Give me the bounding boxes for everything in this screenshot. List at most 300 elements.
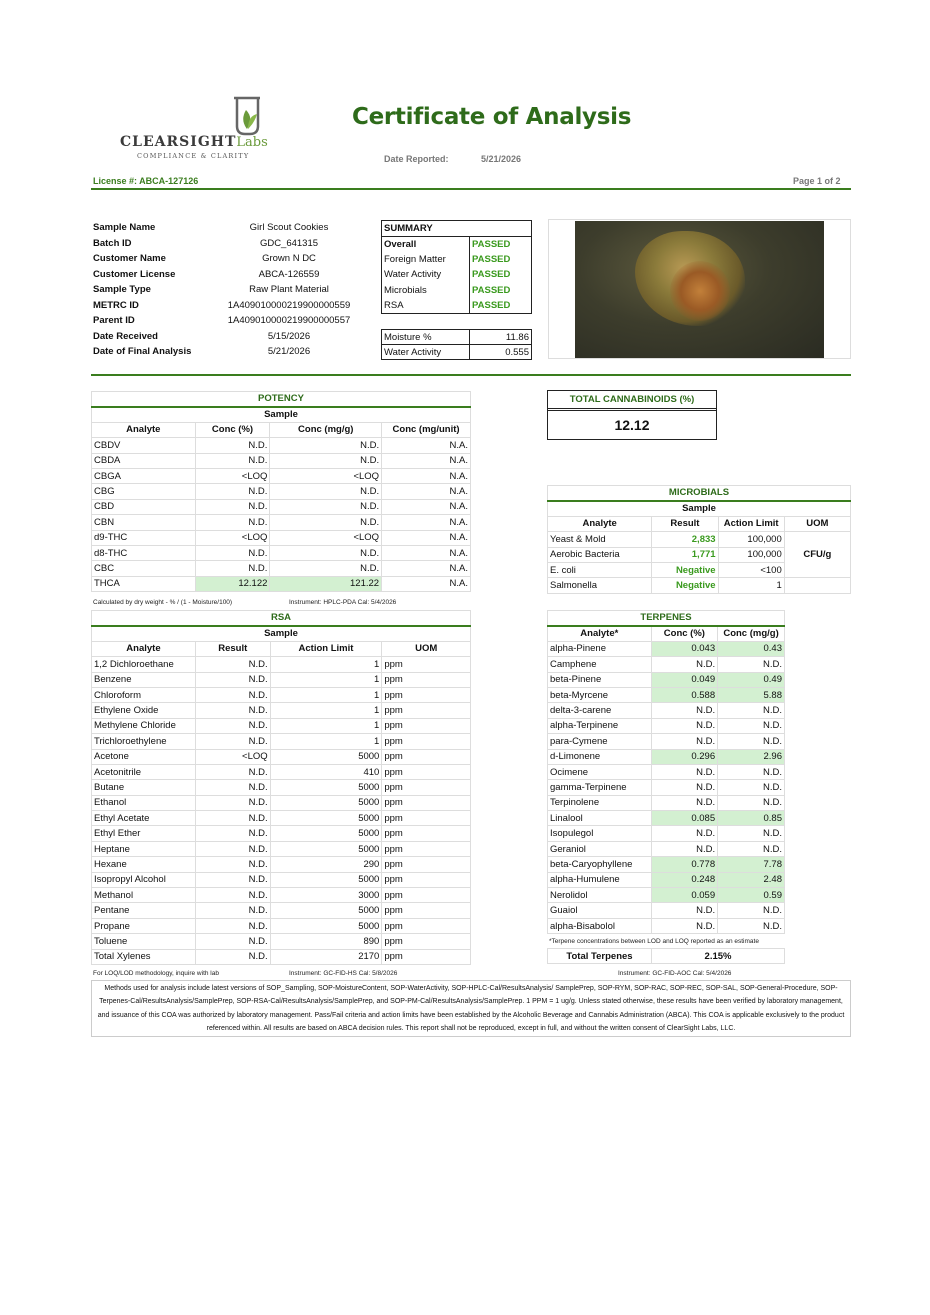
table-row bbox=[92, 515, 471, 530]
column-header: Action Limit bbox=[270, 641, 382, 656]
analyte-name: Camphene bbox=[548, 657, 652, 672]
analyte-name: CBG bbox=[92, 484, 196, 499]
result-cell: N.A. bbox=[382, 453, 471, 468]
analyte-name: Isopropyl Alcohol bbox=[92, 872, 196, 887]
result-cell: 3000 bbox=[270, 888, 382, 903]
table-row bbox=[548, 734, 785, 749]
column-header: Result bbox=[195, 641, 270, 656]
result-cell: N.A. bbox=[382, 484, 471, 499]
result-cell: N.D. bbox=[651, 734, 718, 749]
result-cell: 1 bbox=[270, 672, 382, 687]
result-cell: N.D. bbox=[270, 499, 382, 514]
table-row bbox=[92, 468, 471, 483]
analyte-name: Methylene Chloride bbox=[92, 718, 196, 733]
page-number: Page 1 of 2 bbox=[793, 176, 841, 186]
sample-info-value: 5/21/2026 bbox=[267, 346, 311, 357]
result-cell: N.A. bbox=[382, 438, 471, 453]
result-cell: <LOQ bbox=[270, 530, 382, 545]
result-cell: N.D. bbox=[718, 734, 785, 749]
result-cell: N.D. bbox=[651, 780, 718, 795]
result-cell: 7.78 bbox=[718, 857, 785, 872]
total-terpenes-table bbox=[547, 948, 785, 964]
result-cell: N.D. bbox=[651, 718, 718, 733]
result-cell: ppm bbox=[382, 841, 471, 856]
result-cell: Negative bbox=[652, 578, 718, 593]
result-cell: 890 bbox=[270, 934, 382, 949]
summary-label: Overall bbox=[382, 236, 470, 252]
result-cell: ppm bbox=[382, 934, 471, 949]
result-cell: N.D. bbox=[718, 657, 785, 672]
result-cell: <LOQ bbox=[270, 468, 382, 483]
analyte-name: Trichloroethylene bbox=[92, 734, 196, 749]
header-divider bbox=[91, 188, 851, 190]
result-cell: 100,000 bbox=[718, 532, 784, 547]
sample-info-value: 5/15/2026 bbox=[267, 330, 311, 342]
result-cell: 0.59 bbox=[718, 888, 785, 903]
result-cell: N.D. bbox=[195, 453, 270, 468]
table-row bbox=[548, 718, 785, 733]
result-cell: N.D. bbox=[195, 934, 270, 949]
result-cell: N.D. bbox=[195, 515, 270, 530]
result-cell: N.D. bbox=[195, 857, 270, 872]
result-cell: N.D. bbox=[651, 703, 718, 718]
table-row bbox=[92, 438, 471, 453]
analyte-name: Ethanol bbox=[92, 795, 196, 810]
result-cell: N.D. bbox=[718, 903, 785, 918]
analyte-name: beta-Pinene bbox=[548, 672, 652, 687]
analyte-name: CBD bbox=[92, 499, 196, 514]
result-cell: N.A. bbox=[382, 576, 471, 591]
table-row bbox=[92, 888, 471, 903]
result-cell: N.D. bbox=[195, 734, 270, 749]
table-row bbox=[92, 934, 471, 949]
summary-status: PASSED bbox=[472, 284, 511, 296]
analyte-name: alpha-Bisabolol bbox=[548, 918, 652, 933]
result-cell: N.D. bbox=[195, 795, 270, 810]
license-number: License #: ABCA-127126 bbox=[93, 176, 199, 186]
analyte-name: Yeast & Mold bbox=[548, 532, 652, 547]
table-row bbox=[548, 811, 785, 826]
potency-title: POTENCY bbox=[92, 392, 471, 407]
summary-label: Water Activity bbox=[382, 267, 470, 283]
table-row bbox=[548, 641, 785, 656]
analyte-name: beta-Myrcene bbox=[548, 687, 652, 702]
result-cell: N.D. bbox=[195, 484, 270, 499]
result-cell: ppm bbox=[382, 795, 471, 810]
result-cell: N.D. bbox=[195, 764, 270, 779]
result-cell: N.A. bbox=[382, 530, 471, 545]
result-cell: 0.049 bbox=[651, 672, 718, 687]
analyte-name: Ethyl Acetate bbox=[92, 811, 196, 826]
result-cell: 0.588 bbox=[651, 687, 718, 702]
result-cell: ppm bbox=[382, 703, 471, 718]
moisture-value: 11.86 bbox=[470, 330, 532, 345]
sample-info-value: Girl Scout Cookies bbox=[249, 222, 329, 233]
table-row bbox=[92, 872, 471, 887]
column-header: Analyte bbox=[92, 641, 196, 656]
result-cell: N.A. bbox=[382, 468, 471, 483]
result-cell: N.D. bbox=[195, 826, 270, 841]
analyte-name: Ethyl Ether bbox=[92, 826, 196, 841]
sample-info-value: 1A409010000219900000557 bbox=[227, 315, 351, 326]
result-cell: 2.48 bbox=[718, 872, 785, 887]
result-cell: N.D. bbox=[195, 672, 270, 687]
result-cell: N.D. bbox=[718, 918, 785, 933]
table-row bbox=[92, 749, 471, 764]
terpenes-title: TERPENES bbox=[548, 611, 785, 626]
analyte-name: Pentane bbox=[92, 903, 196, 918]
analyte-name: d-Limonene bbox=[548, 749, 652, 764]
analyte-name: Salmonella bbox=[548, 578, 652, 593]
result-cell: ppm bbox=[382, 718, 471, 733]
total-cannabinoids-value: 12.12 bbox=[548, 410, 716, 439]
result-cell: ppm bbox=[382, 749, 471, 764]
page-title: Certificate of Analysis bbox=[352, 104, 632, 130]
table-row bbox=[548, 578, 851, 593]
result-cell: 12.122 bbox=[195, 576, 270, 591]
table-row bbox=[92, 561, 471, 576]
result-cell: 5.88 bbox=[718, 687, 785, 702]
table-row bbox=[548, 795, 785, 810]
table-row bbox=[548, 657, 785, 672]
result-cell: <LOQ bbox=[195, 530, 270, 545]
table-row bbox=[548, 687, 785, 702]
result-cell: ppm bbox=[382, 764, 471, 779]
table-row bbox=[548, 826, 785, 841]
summary-status: PASSED bbox=[472, 238, 511, 250]
analyte-name: Geraniol bbox=[548, 841, 652, 856]
analyte-name: Linalool bbox=[548, 811, 652, 826]
result-cell: ppm bbox=[382, 888, 471, 903]
sample-info-value: Raw Plant Material bbox=[249, 284, 329, 295]
rsa-title: RSA bbox=[92, 611, 471, 626]
table-row bbox=[92, 734, 471, 749]
analyte-name: gamma-Terpinene bbox=[548, 780, 652, 795]
section-divider bbox=[91, 374, 851, 376]
analyte-name: para-Cymene bbox=[548, 734, 652, 749]
summary-label: RSA bbox=[382, 298, 470, 314]
sample-info-row bbox=[93, 315, 373, 330]
analyte-name: CBDV bbox=[92, 438, 196, 453]
table-row bbox=[92, 703, 471, 718]
summary-status: PASSED bbox=[472, 300, 511, 311]
table-row bbox=[92, 530, 471, 545]
result-cell: 1 bbox=[270, 718, 382, 733]
table-row bbox=[92, 903, 471, 918]
table-row bbox=[92, 657, 471, 672]
result-cell: <100 bbox=[718, 562, 784, 577]
analyte-name: Propane bbox=[92, 918, 196, 933]
terpenes-instrument: Instrument: GC-FID-AOC Cal: 5/4/2026 bbox=[618, 970, 732, 977]
result-cell: 5000 bbox=[270, 903, 382, 918]
sample-info-label: Sample Type bbox=[93, 284, 151, 295]
rsa-instrument: Instrument: GC-FID-HS Cal: 5/8/2026 bbox=[289, 970, 398, 977]
sample-info-label: Batch ID bbox=[93, 237, 132, 249]
table-row bbox=[92, 499, 471, 514]
analyte-name: alpha-Terpinene bbox=[548, 718, 652, 733]
analyte-name: d9-THC bbox=[92, 530, 196, 545]
result-cell: ppm bbox=[382, 657, 471, 672]
sample-info-row bbox=[93, 222, 373, 237]
sample-info-label: METRC ID bbox=[93, 299, 139, 311]
analyte-name: CBGA bbox=[92, 468, 196, 483]
table-row bbox=[548, 532, 851, 547]
uom-cell: CFU/g bbox=[784, 532, 850, 578]
analyte-name: Heptane bbox=[92, 841, 196, 856]
rsa-table bbox=[91, 610, 471, 965]
analyte-name: CBDA bbox=[92, 453, 196, 468]
table-row bbox=[548, 903, 785, 918]
analyte-name: Isopulegol bbox=[548, 826, 652, 841]
result-cell: ppm bbox=[382, 857, 471, 872]
result-cell: 100,000 bbox=[718, 547, 784, 562]
result-cell: ppm bbox=[382, 918, 471, 933]
result-cell: N.D. bbox=[718, 718, 785, 733]
sample-info-value: GDC_641315 bbox=[259, 237, 319, 249]
result-cell: 5000 bbox=[270, 795, 382, 810]
result-cell: N.D. bbox=[270, 484, 382, 499]
column-header: Conc (%) bbox=[195, 422, 270, 437]
result-cell: N.D. bbox=[195, 703, 270, 718]
sample-info-label: Date Received bbox=[93, 330, 158, 342]
result-cell: 0.296 bbox=[651, 749, 718, 764]
sample-info-row bbox=[93, 331, 373, 346]
result-cell: 5000 bbox=[270, 826, 382, 841]
result-cell: N.D. bbox=[270, 438, 382, 453]
result-cell: ppm bbox=[382, 811, 471, 826]
result-cell: N.D. bbox=[195, 949, 270, 964]
column-header: Conc (mg/g) bbox=[718, 626, 785, 641]
table-row bbox=[92, 795, 471, 810]
analyte-name: delta-3-carene bbox=[548, 703, 652, 718]
table-row bbox=[92, 918, 471, 933]
result-cell: N.D. bbox=[651, 918, 718, 933]
result-cell: N.D. bbox=[651, 826, 718, 841]
result-cell: 5000 bbox=[270, 780, 382, 795]
result-cell: 1 bbox=[270, 703, 382, 718]
table-row bbox=[92, 949, 471, 964]
result-cell: 0.778 bbox=[651, 857, 718, 872]
microbials-table bbox=[547, 485, 851, 594]
total-cannabinoids-box bbox=[547, 390, 717, 440]
result-cell: 1 bbox=[270, 657, 382, 672]
column-header: Analyte bbox=[548, 516, 652, 531]
column-header: Conc (mg/g) bbox=[270, 422, 382, 437]
analyte-name: CBN bbox=[92, 515, 196, 530]
result-cell: 1 bbox=[270, 734, 382, 749]
date-reported-label: Date Reported: bbox=[384, 154, 449, 164]
result-cell: N.A. bbox=[382, 515, 471, 530]
result-cell: N.D. bbox=[718, 780, 785, 795]
sample-info-row bbox=[93, 346, 373, 361]
table-row bbox=[92, 826, 471, 841]
total-terpenes-label: Total Terpenes bbox=[548, 949, 652, 964]
sample-info-row bbox=[93, 269, 373, 284]
result-cell: N.D. bbox=[651, 764, 718, 779]
result-cell: 0.248 bbox=[651, 872, 718, 887]
table-row bbox=[548, 872, 785, 887]
result-cell: ppm bbox=[382, 734, 471, 749]
sample-info-label: Sample Name bbox=[93, 222, 156, 233]
analyte-name: Acetonitrile bbox=[92, 764, 196, 779]
potency-table bbox=[91, 391, 471, 592]
water-activity-label: Water Activity bbox=[382, 345, 470, 360]
analyte-name: Terpinolene bbox=[548, 795, 652, 810]
analyte-name: alpha-Humulene bbox=[548, 872, 652, 887]
water-activity-value: 0.555 bbox=[470, 345, 532, 360]
table-row bbox=[92, 841, 471, 856]
summary-status: PASSED bbox=[472, 269, 511, 281]
result-cell: ppm bbox=[382, 903, 471, 918]
rsa-sample-label: Sample bbox=[92, 626, 471, 641]
result-cell: 5000 bbox=[270, 841, 382, 856]
result-cell: N.A. bbox=[382, 561, 471, 576]
result-cell: N.D. bbox=[651, 657, 718, 672]
result-cell: N.D. bbox=[718, 703, 785, 718]
sample-info-label: Parent ID bbox=[93, 315, 135, 326]
sample-photo bbox=[548, 219, 851, 359]
sample-info-label: Customer License bbox=[93, 268, 176, 280]
result-cell: N.D. bbox=[651, 903, 718, 918]
result-cell: N.D. bbox=[195, 718, 270, 733]
summary-row bbox=[382, 252, 532, 268]
summary-table bbox=[381, 220, 532, 314]
table-row bbox=[92, 545, 471, 560]
table-row bbox=[548, 841, 785, 856]
analyte-name: Ethylene Oxide bbox=[92, 703, 196, 718]
result-cell: N.D. bbox=[718, 841, 785, 856]
microbials-title: MICROBIALS bbox=[548, 486, 851, 501]
analyte-name: E. coli bbox=[548, 562, 652, 577]
methods-disclaimer: Methods used for analysis include latest versions of SOP_Sampling, SOP-MoistureContent, SOP-WaterActivity, SOP-HPLC-Cal/ResultsAnalysis/ SamplePrep, SOP-RYM, SOP-RAC, SOP-REC, SOP-SAL, SOP-General-Procedure, SOP-Terpenes-Cal/ResultsAnalysis/SamplePrep, SOP-RSA-Cal/ResultsAnalysis/SamplePrep, and SOP-PM-Cal/ResultsAnalysis/SamplePrep. 1 PPM = 1 ug/g. Unless stated otherwise, these results have been verified by laboratory management, and issuance of this COA was authorized by laboratory management. Pass/Fail criteria and action limits have been established by the Alcoholic Beverage and Cannabis Administration (ABCA). This COA is applicable exclusively to the product referenced within. All results are based on ABCA decision rules. This report shall not be reproduced, except in full, and without the written consent of ClearSight Labs, LLC. bbox=[91, 980, 851, 1037]
table-row bbox=[92, 718, 471, 733]
moisture-table bbox=[381, 329, 532, 360]
summary-row bbox=[382, 267, 532, 283]
potency-note: Calculated by dry weight - % / (1 - Moisture/100) bbox=[93, 599, 233, 606]
terpenes-note: *Terpene concentrations between LOD and LOQ reported as an estimate bbox=[549, 938, 759, 945]
result-cell: N.D. bbox=[195, 499, 270, 514]
table-row bbox=[92, 576, 471, 591]
result-cell: N.D. bbox=[270, 453, 382, 468]
result-cell: N.D. bbox=[718, 826, 785, 841]
result-cell: 290 bbox=[270, 857, 382, 872]
column-header: Conc (mg/unit) bbox=[382, 422, 471, 437]
result-cell: 0.085 bbox=[651, 811, 718, 826]
microbials-sample-label: Sample bbox=[548, 501, 851, 516]
analyte-name: Methanol bbox=[92, 888, 196, 903]
table-row bbox=[548, 780, 785, 795]
result-cell: 0.85 bbox=[718, 811, 785, 826]
result-cell: ppm bbox=[382, 826, 471, 841]
summary-status: PASSED bbox=[472, 253, 511, 265]
sample-info-value: ABCA-126559 bbox=[258, 268, 320, 280]
result-cell: N.D. bbox=[195, 918, 270, 933]
analyte-name: CBC bbox=[92, 561, 196, 576]
sample-info-row bbox=[93, 238, 373, 253]
analyte-name: THCA bbox=[92, 576, 196, 591]
sample-info-label: Customer Name bbox=[93, 253, 166, 264]
result-cell: N.D. bbox=[195, 841, 270, 856]
analyte-name: beta-Caryophyllene bbox=[548, 857, 652, 872]
result-cell: N.D. bbox=[270, 545, 382, 560]
date-reported-value: 5/21/2026 bbox=[481, 154, 522, 164]
result-cell: 2.96 bbox=[718, 749, 785, 764]
result-cell: 5000 bbox=[270, 749, 382, 764]
result-cell: <LOQ bbox=[195, 749, 270, 764]
table-row bbox=[548, 764, 785, 779]
total-cannabinoids-title: TOTAL CANNABINOIDS (%) bbox=[548, 391, 716, 409]
result-cell: ppm bbox=[382, 872, 471, 887]
potency-sample-label: Sample bbox=[92, 407, 471, 422]
result-cell: N.D. bbox=[718, 795, 785, 810]
result-cell: 121.22 bbox=[270, 576, 382, 591]
result-cell: N.D. bbox=[195, 687, 270, 702]
column-header: Analyte bbox=[92, 422, 196, 437]
result-cell: 5000 bbox=[270, 872, 382, 887]
result-cell: 5000 bbox=[270, 811, 382, 826]
table-row bbox=[548, 703, 785, 718]
summary-label: Microbials bbox=[382, 283, 470, 299]
table-row bbox=[92, 453, 471, 468]
table-row bbox=[92, 672, 471, 687]
analyte-name: Aerobic Bacteria bbox=[548, 547, 652, 562]
rsa-note: For LOQ/LOD methodology, inquire with lab bbox=[93, 970, 219, 977]
analyte-name: Nerolidol bbox=[548, 888, 652, 903]
moisture-label: Moisture % bbox=[382, 330, 470, 345]
summary-row bbox=[382, 298, 532, 314]
table-row bbox=[92, 780, 471, 795]
sample-info-row bbox=[93, 300, 373, 315]
sample-info-value: Grown N DC bbox=[262, 253, 316, 264]
analyte-name: alpha-Pinene bbox=[548, 641, 652, 656]
table-row bbox=[92, 484, 471, 499]
result-cell: N.A. bbox=[382, 545, 471, 560]
table-row bbox=[548, 672, 785, 687]
analyte-name: Ocimene bbox=[548, 764, 652, 779]
result-cell: <LOQ bbox=[195, 468, 270, 483]
column-header: UOM bbox=[784, 516, 850, 531]
beaker-leaf-icon bbox=[228, 96, 266, 136]
potency-instrument: Instrument: HPLC-PDA Cal: 5/4/2026 bbox=[289, 599, 397, 606]
result-cell: N.A. bbox=[382, 499, 471, 514]
result-cell: 2,833 bbox=[652, 532, 718, 547]
column-header: UOM bbox=[382, 641, 471, 656]
result-cell: N.D. bbox=[651, 841, 718, 856]
sample-info-row bbox=[93, 253, 373, 268]
result-cell: ppm bbox=[382, 687, 471, 702]
column-header: Result bbox=[652, 516, 718, 531]
result-cell: 0.059 bbox=[651, 888, 718, 903]
summary-row bbox=[382, 283, 532, 299]
result-cell: N.D. bbox=[718, 764, 785, 779]
table-row bbox=[92, 811, 471, 826]
table-row bbox=[548, 888, 785, 903]
result-cell: N.D. bbox=[195, 545, 270, 560]
result-cell: 5000 bbox=[270, 918, 382, 933]
analyte-name: 1,2 Dichloroethane bbox=[92, 657, 196, 672]
result-cell: N.D. bbox=[651, 795, 718, 810]
analyte-name: d8-THC bbox=[92, 545, 196, 560]
table-row bbox=[92, 857, 471, 872]
result-cell: 0.043 bbox=[651, 641, 718, 656]
result-cell: N.D. bbox=[195, 780, 270, 795]
column-header: Action Limit bbox=[718, 516, 784, 531]
summary-row bbox=[382, 236, 532, 252]
result-cell: ppm bbox=[382, 672, 471, 687]
analyte-name: Hexane bbox=[92, 857, 196, 872]
result-cell: N.D. bbox=[195, 811, 270, 826]
company-logo: CLEARSIGHTLabs COMPLIANCE & CLARITY bbox=[120, 96, 270, 160]
